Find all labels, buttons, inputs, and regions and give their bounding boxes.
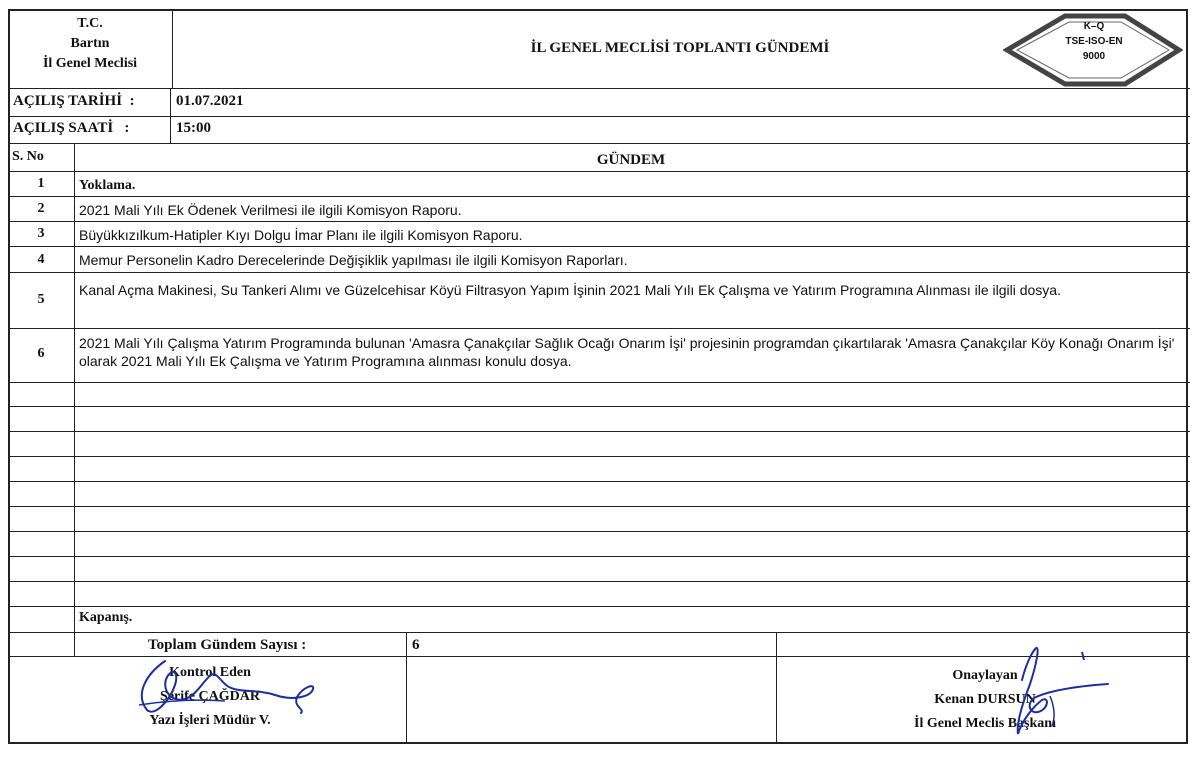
agenda-no: 2 bbox=[37, 201, 45, 216]
row-line bbox=[8, 531, 1190, 532]
agenda-no: 1 bbox=[37, 176, 45, 191]
agenda-text: Yoklama. bbox=[79, 178, 136, 193]
quality-badge-text bbox=[1058, 19, 1130, 64]
org-line-tc: T.C. bbox=[77, 16, 103, 31]
row-line bbox=[8, 246, 1190, 247]
agenda-text: 2021 Mali Yılı Ek Ödenek Verilmesi ile ilgili Komisyon Raporu. bbox=[79, 202, 462, 218]
row-line bbox=[8, 481, 1190, 482]
row-line bbox=[8, 382, 1190, 383]
agenda-text: Kanal Açma Makinesi, Su Tankeri Alımı ve Güzelcehisar Köyü Filtrasyon Yapım İşinin 2021 Mali Yılı Ek Çalışma ve Yatırım Programına Alınması ile ilgili dosya. bbox=[79, 282, 1061, 298]
row-line bbox=[8, 171, 1190, 172]
handwritten-signature-left bbox=[125, 655, 325, 725]
row-line bbox=[8, 581, 1190, 582]
agenda-text: 2021 Mali Yılı Çalışma Yatırım Programında bulunan 'Amasra Çanakçılar Sağlık Ocağı Onarım İşi' projesinin programdan çıkartılarak 'Amasra Çanakçılar Köy Konağı Onarım İşi' olarak 2021 Mali Yılı Ek Çalışma ve Yatırım Programına alınması konulu dosya. bbox=[79, 335, 1175, 369]
row-line bbox=[8, 221, 1190, 222]
row-line bbox=[8, 556, 1190, 557]
signature-left-title: Yazı İşleri Müdür V. bbox=[149, 713, 271, 728]
row-line bbox=[8, 606, 1190, 607]
handwritten-signature-right bbox=[990, 640, 1120, 740]
signature-left-name: Şerife ÇAĞDAR bbox=[160, 689, 260, 704]
row-line bbox=[8, 196, 1190, 197]
signature-right-name: Kenan DURSUN bbox=[934, 692, 1036, 707]
signature-left-role: Kontrol Eden bbox=[169, 665, 251, 680]
agenda-no: 5 bbox=[37, 292, 45, 307]
totals-divider bbox=[406, 632, 407, 744]
agenda-text: Büyükkızılkum-Hatipler Kıyı Dolgu İmar Planı ile ilgili Komisyon Raporu. bbox=[79, 227, 523, 243]
badge-line-1: K–Q bbox=[1083, 21, 1105, 32]
agenda-text: Memur Personelin Kadro Derecelerinde Değişiklik yapılması ile ilgili Komisyon Raporları. bbox=[79, 252, 628, 268]
badge-line-3: 9000 bbox=[1082, 51, 1106, 62]
opening-time-value: 15:00 bbox=[176, 120, 211, 136]
row-line bbox=[8, 116, 1190, 117]
row-line bbox=[8, 456, 1190, 457]
table-column-divider bbox=[74, 143, 75, 656]
row-line bbox=[8, 406, 1190, 407]
row-line bbox=[8, 143, 1190, 144]
signature-right-title: İl Genel Meclis Başkanı bbox=[914, 716, 1056, 731]
agenda-no: 4 bbox=[37, 252, 45, 267]
header-bottom-line bbox=[8, 88, 1190, 89]
row-line bbox=[8, 272, 1190, 273]
total-agenda-label: Toplam Gündem Sayısı : bbox=[148, 637, 307, 653]
org-line-council: İl Genel Meclisi bbox=[42, 56, 138, 71]
column-header-agenda: GÜNDEM bbox=[596, 152, 666, 168]
row-line bbox=[8, 632, 1190, 633]
agenda-no: 3 bbox=[37, 226, 45, 241]
opening-date-value: 01.07.2021 bbox=[176, 93, 244, 109]
header-divider bbox=[172, 10, 173, 88]
row-line bbox=[8, 506, 1190, 507]
agenda-no: 6 bbox=[37, 346, 45, 361]
closing-item: Kapanış. bbox=[79, 610, 133, 625]
row-line bbox=[8, 328, 1190, 329]
opening-divider bbox=[170, 88, 171, 144]
total-agenda-value: 6 bbox=[412, 637, 420, 653]
column-header-no: S. No bbox=[12, 149, 44, 164]
row-line bbox=[8, 431, 1190, 432]
badge-line-2: TSE-ISO-EN bbox=[1065, 36, 1123, 47]
totals-divider bbox=[776, 632, 777, 744]
opening-time-label: AÇILIŞ SAATİ : bbox=[13, 120, 130, 136]
signature-right-role: Onaylayan bbox=[952, 668, 1018, 683]
org-line-city: Bartın bbox=[70, 36, 110, 51]
page-title: İL GENEL MECLİSİ TOPLANTI GÜNDEMİ bbox=[530, 40, 830, 56]
organization-block bbox=[10, 14, 170, 74]
opening-date-label: AÇILIŞ TARİHİ : bbox=[13, 93, 135, 109]
